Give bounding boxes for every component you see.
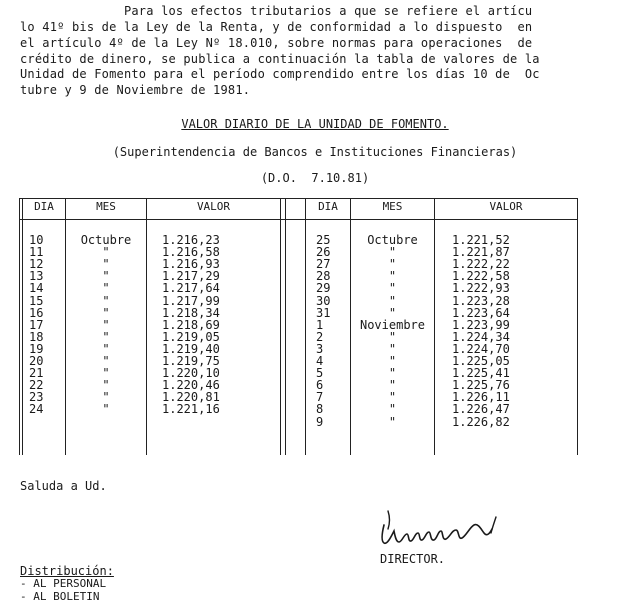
table-cell-valor: 1.222,58: [452, 269, 510, 284]
table-cell-mes: ": [388, 245, 397, 260]
table-cell-valor: 1.223,28: [452, 293, 510, 308]
table-cell-dia: 10: [29, 233, 44, 247]
document-subtitle: (Superintendencia de Bancos e Instituciones Financieras): [112, 145, 518, 159]
table-cell-valor: 1.217,64: [162, 281, 220, 296]
table-cell-valor: 1.219,40: [162, 341, 220, 356]
table-cell-valor: 1.219,75: [162, 354, 220, 368]
table-cell-dia: 21: [29, 366, 44, 381]
table-cell-mes: ": [102, 293, 110, 308]
table-cell-dia: 16: [29, 305, 44, 320]
table-cell-dia: 13: [29, 269, 44, 284]
table-cell-valor: 1.220,46: [162, 378, 220, 393]
table-cell-mes: ": [102, 341, 110, 356]
table-cell-mes: ": [388, 402, 397, 417]
table-cell-valor: 1.226,11: [452, 390, 510, 405]
table-cell-mes: ": [102, 281, 110, 296]
table-cell-dia: 5: [316, 366, 324, 381]
table-cell-valor: 1.222,22: [452, 257, 510, 272]
table-cell-dia: 26: [316, 245, 331, 260]
table-cell-dia: 1: [316, 317, 324, 332]
table-cell-mes: Noviembre: [359, 317, 426, 332]
table-cell-mes: ": [388, 366, 397, 381]
table-cell-mes: Octubre: [80, 233, 132, 247]
table-cell-mes: ": [102, 317, 110, 332]
header-dia-left: DIA: [34, 200, 54, 213]
director-label: DIRECTOR.: [380, 552, 446, 566]
table-cell-dia: 4: [316, 354, 324, 368]
table-cell-valor: 1.226,47: [452, 402, 510, 417]
table-cell-valor: 1.226,82: [452, 414, 510, 429]
table-cell-dia: 24: [29, 402, 44, 417]
table-cell-mes: ": [388, 269, 397, 284]
table-cell-dia: 7: [316, 390, 324, 405]
table-cell-mes: ": [102, 402, 110, 417]
table-cell-valor: 1.224,34: [452, 329, 510, 344]
table-cell-dia: 17: [29, 317, 44, 332]
table-cell-dia: 15: [29, 293, 44, 308]
intro-line: el artículo 4º de la Ley Nº 18.010, sobre normas para operaciones de: [20, 36, 533, 50]
table-cell-dia: 28: [316, 269, 331, 284]
col-divider: [280, 198, 281, 455]
table-cell-dia: 18: [29, 329, 44, 344]
intro-line: Unidad de Fomento para el período comprendido entre los días 10 de Oc: [20, 67, 540, 81]
header-underline: [19, 219, 578, 220]
table-cell-dia: 6: [316, 378, 324, 393]
table-cell-valor: 1.220,81: [162, 390, 220, 405]
table-cell-mes: ": [388, 257, 397, 272]
table-cell-dia: 29: [316, 281, 331, 296]
table-cell-mes: ": [102, 305, 110, 320]
col-divider: [434, 198, 435, 455]
table-cell-dia: 20: [29, 354, 44, 368]
table-cell-valor: 1.218,34: [162, 305, 220, 320]
intro-line: Para los efectos tributarios a que se refiere el artícu: [20, 4, 533, 18]
table-cell-mes: ": [388, 378, 397, 393]
table-cell-dia: 23: [29, 390, 44, 405]
table-cell-mes: ": [102, 269, 110, 284]
header-valor-right: VALOR: [489, 200, 523, 213]
table-cell-valor: 1.222,93: [452, 281, 510, 296]
header-valor-left: VALOR: [196, 200, 231, 213]
header-mes-right: MES: [382, 200, 403, 213]
col-divider: [146, 198, 147, 455]
intro-line: crédito de dinero, se publica a continuación la tabla de valores de la: [20, 52, 540, 66]
table-cell-dia: 8: [316, 402, 324, 417]
table-cell-valor: 1.225,76: [452, 378, 510, 393]
header-mes-left: MES: [96, 200, 116, 213]
table-cell-valor: 1.217,29: [162, 269, 220, 284]
table-cell-dia: 27: [316, 257, 331, 272]
table-cell-mes: ": [388, 293, 397, 308]
table-cell-valor: 1.221,87: [452, 245, 510, 260]
source-reference: (D.O. 7.10.81): [260, 171, 370, 185]
table-cell-mes: ": [102, 354, 110, 368]
table-cell-dia: 11: [29, 245, 44, 260]
table-cell-mes: ": [102, 390, 110, 405]
distribution-item: - AL BOLETIN: [20, 590, 100, 603]
table-cell-valor: 1.225,05: [452, 354, 510, 368]
table-cell-valor: 1.218,69: [162, 317, 220, 332]
handwritten-signature: [378, 503, 518, 551]
table-cell-mes: ": [388, 354, 397, 368]
table-cell-mes: ": [102, 329, 110, 344]
table-cell-mes: ": [102, 366, 110, 381]
table-cell-dia: 31: [316, 305, 331, 320]
intro-line: lo 41º bis de la Ley de la Renta, y de conformidad a lo dispuesto en: [20, 20, 533, 34]
closing-greeting: Saluda a Ud.: [20, 479, 107, 493]
table-cell-mes: ": [388, 414, 397, 429]
document-title: VALOR DIARIO DE LA UNIDAD DE FOMENTO.: [181, 117, 449, 131]
distribution-item: - AL PERSONAL: [20, 577, 107, 590]
col-divider: [285, 198, 286, 455]
table-cell-valor: 1.216,58: [162, 245, 220, 260]
table-cell-valor: 1.225,41: [452, 366, 510, 381]
table-cell-valor: 1.223,99: [452, 317, 510, 332]
table-cell-dia: 3: [316, 341, 324, 356]
table-cell-mes: ": [388, 390, 397, 405]
table-cell-mes: ": [102, 378, 110, 393]
table-cell-mes: ": [102, 257, 110, 272]
table-cell-mes: ": [388, 305, 397, 320]
table-cell-dia: 12: [29, 257, 44, 272]
table-cell-mes: ": [102, 245, 110, 260]
table-cell-valor: 1.221,52: [452, 233, 510, 247]
table-cell-mes: ": [388, 281, 397, 296]
table-cell-valor: 1.216,93: [162, 257, 220, 272]
col-divider: [22, 198, 23, 455]
table-cell-valor: 1.223,64: [452, 305, 510, 320]
table-cell-dia: 22: [29, 378, 44, 393]
distribution-heading: Distribución:: [20, 564, 114, 578]
table-top-border: [19, 198, 578, 199]
table-cell-valor: 1.220,10: [162, 366, 220, 381]
table-cell-dia: 25: [316, 233, 331, 247]
table-cell-valor: 1.219,05: [162, 329, 220, 344]
header-dia-right: DIA: [318, 200, 338, 213]
table-cell-mes: ": [388, 341, 397, 356]
table-cell-valor: 1.217,99: [162, 293, 220, 308]
col-divider: [19, 198, 20, 455]
table-cell-dia: 2: [316, 329, 324, 344]
table-cell-mes: ": [388, 329, 397, 344]
table-cell-dia: 19: [29, 341, 44, 356]
table-cell-dia: 30: [316, 293, 331, 308]
table-cell-valor: 1.221,16: [162, 402, 220, 417]
intro-line: tubre y 9 de Noviembre de 1981.: [20, 83, 251, 97]
table-cell-valor: 1.216,23: [162, 233, 220, 247]
table-cell-mes: Octubre: [367, 233, 418, 247]
table-cell-dia: 9: [316, 414, 324, 429]
col-divider: [577, 198, 578, 455]
table-cell-dia: 14: [29, 281, 44, 296]
col-divider: [305, 198, 306, 455]
table-cell-valor: 1.224,70: [452, 341, 510, 356]
